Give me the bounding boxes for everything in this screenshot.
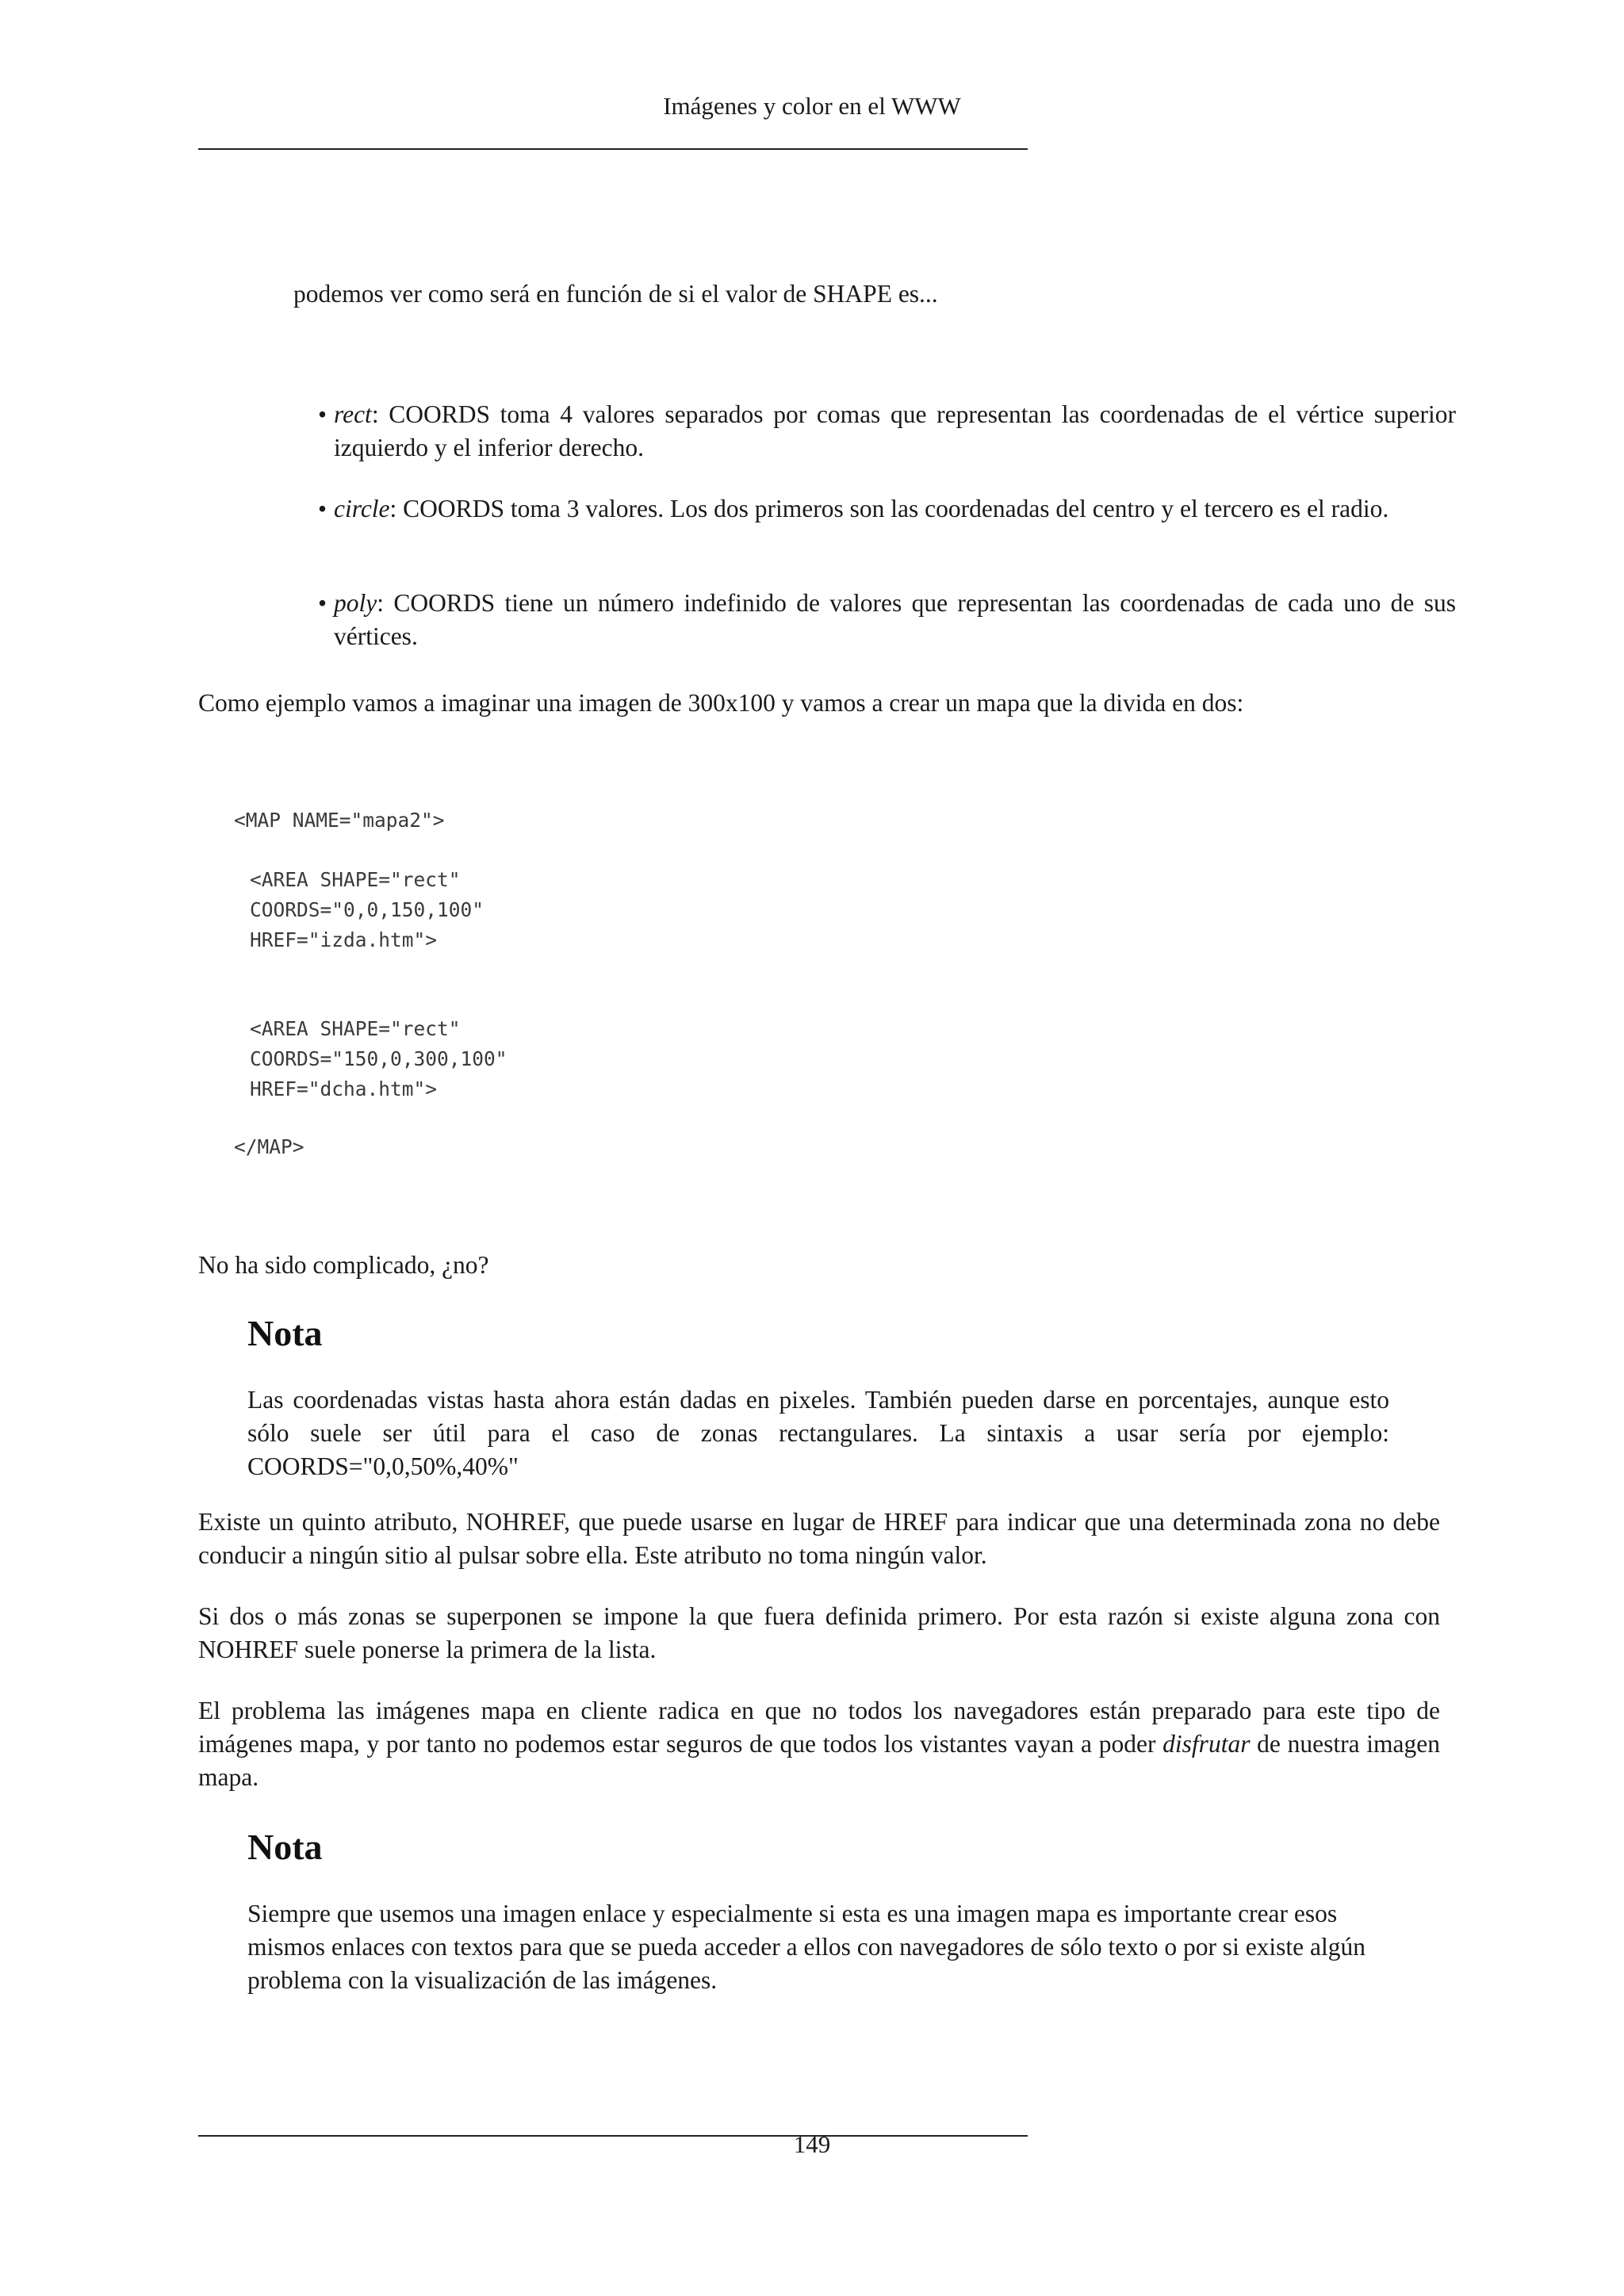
- intro-paragraph: podemos ver como será en función de si el valor de SHAPE es...: [293, 280, 938, 308]
- nohref-paragraph: Existe un quinto atributo, NOHREF, que puede usarse en lugar de HREF para indicar que una determinada zona no debe conducir a ningún sitio al pulsar sobre ella. Este atributo no toma ningún valor.: [198, 1508, 1440, 1569]
- bullet-rect: [318, 398, 1456, 465]
- bullet-term: circle: [334, 495, 390, 522]
- bullet-icon: •: [318, 589, 327, 617]
- note-title: Nota: [247, 1313, 323, 1353]
- note-title: Nota: [247, 1827, 323, 1867]
- bullet-term: rect: [334, 400, 372, 428]
- bullet-text: : COORDS toma 4 valores separados por comas que representan las coordenadas de el vértice superior izquierdo y el inferior derecho.: [334, 400, 1456, 461]
- bullet-text: : COORDS tiene un número indefinido de valores que representan las coordenadas de cada uno de sus vértices.: [334, 589, 1456, 650]
- bullet-circle: [318, 492, 1456, 526]
- code-area1-coords: COORDS="0,0,150,100": [250, 898, 485, 921]
- note-body: Las coordenadas vistas hasta ahora están dadas en pixeles. También pueden darse en porcentajes, aunque esto sólo suele ser útil para el caso de zonas rectangulares. La sintaxis a usar sería por ejemplo: COORDS="0,0,50%,40%": [247, 1386, 1389, 1480]
- code-map-open: <MAP NAME="mapa2">: [234, 809, 445, 832]
- code-area1-href: HREF="izda.htm">: [250, 928, 438, 951]
- bullet-icon: •: [318, 400, 327, 428]
- after-code-paragraph: No ha sido complicado, ¿no?: [198, 1251, 489, 1279]
- code-area1-shape: <AREA SHAPE="rect": [250, 868, 461, 891]
- overlap-paragraph: Si dos o más zonas se superponen se impone la que fuera definida primero. Por esta razón si existe alguna zona con NOHREF suele ponerse la primera de la lista.: [198, 1602, 1440, 1663]
- header-rule: [198, 148, 1028, 150]
- example-intro: Como ejemplo vamos a imaginar una imagen de 300x100 y vamos a crear un mapa que la divida en dos:: [198, 689, 1244, 717]
- problem-paragraph: El problema las imágenes mapa en cliente radica en que no todos los navegadores están preparado para este tipo de imágenes mapa, y por tanto no podemos estar seguros de que todos los vistantes vayan a poder disfrutar de nuestra imagen mapa.: [198, 1697, 1440, 1791]
- code-map-close: </MAP>: [234, 1135, 304, 1158]
- running-header: Imágenes y color en el WWW: [663, 92, 961, 120]
- note-body: Siempre que usemos una imagen enlace y especialmente si esta es una imagen mapa es importante crear esos mismos enlaces con textos para que se pueda acceder a ellos con navegadores de sólo texto o por si existe algún problema con la visualización de las imágenes.: [247, 1900, 1366, 1994]
- bullet-poly: [318, 587, 1456, 653]
- bullet-icon: •: [318, 495, 327, 522]
- bullet-text: : COORDS toma 3 valores. Los dos primeros son las coordenadas del centro y el tercero es el radio.: [389, 495, 1389, 522]
- code-area2-href: HREF="dcha.htm">: [250, 1077, 438, 1100]
- emphasis-text: disfrutar: [1162, 1730, 1251, 1758]
- code-area2-coords: COORDS="150,0,300,100": [250, 1047, 508, 1070]
- page-number: 149: [793, 2130, 831, 2158]
- code-area2-shape: <AREA SHAPE="rect": [250, 1017, 461, 1040]
- bullet-term: poly: [334, 589, 377, 617]
